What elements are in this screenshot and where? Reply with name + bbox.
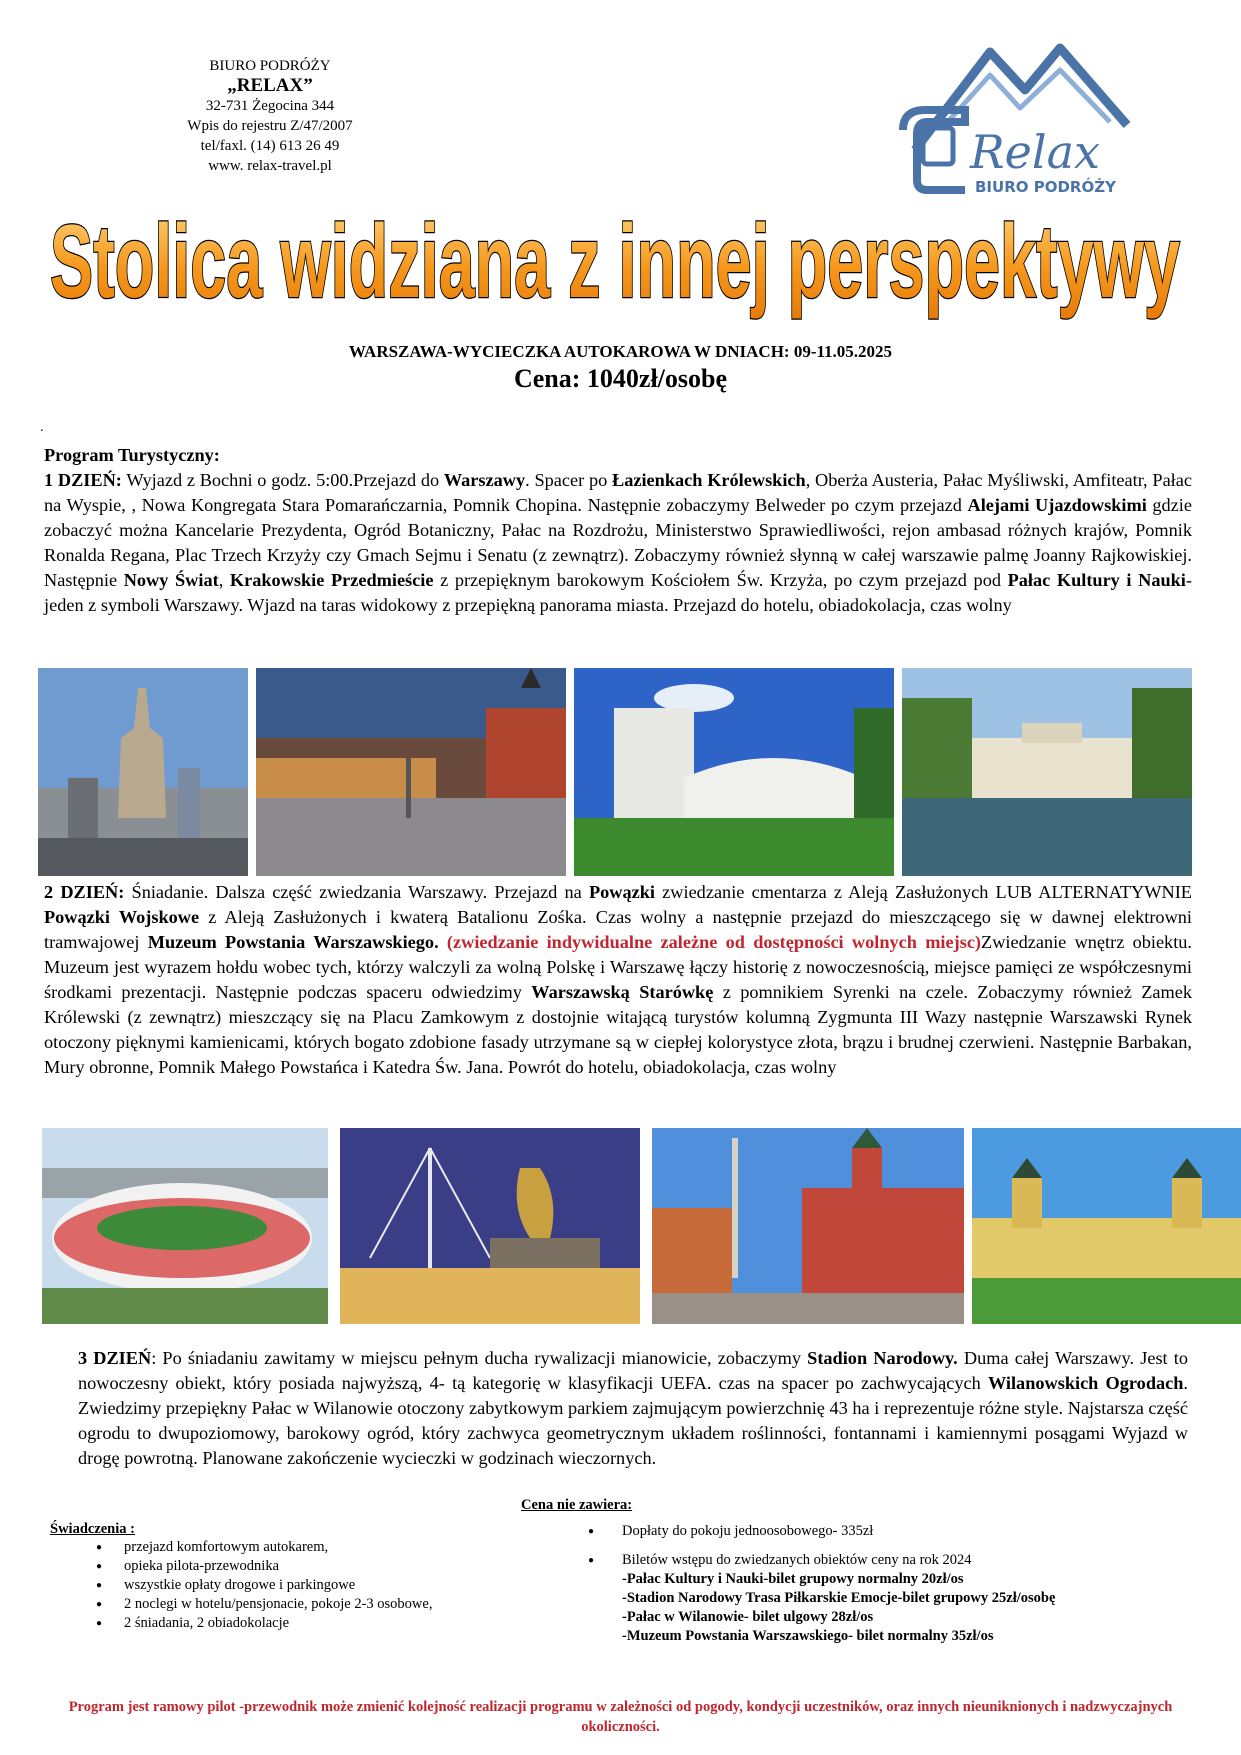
agency-info: [150, 56, 390, 176]
excludes-list: [586, 1522, 1056, 1646]
excludes-block: [586, 1522, 1056, 1656]
palace-on-water-photo: [902, 668, 1192, 876]
program-heading: Program Turystyczny:: [44, 445, 220, 465]
old-town-evening-photo: [256, 668, 566, 876]
agency-registry: Wpis do rejestru Z/47/2007: [187, 118, 353, 134]
ticket-price: -Stadion Narodowy Trasa Piłkarskie Emocje-bilet grupowy 25zł/osobę: [622, 1590, 1056, 1606]
footer-note: Program jest ramowy pilot -przewodnik może zmienić kolejność realizacji programu w zależności od pogody, kondycji uczestników, oraz innych nieuniknionych i nadzwyczajnych okoliczności.: [68, 1699, 1173, 1735]
bus-mountain-icon: [895, 30, 1131, 206]
trip-price: Cena: 1040zł/osobę: [513, 364, 728, 393]
day2-section: [44, 880, 1192, 1080]
list-item: ● wszystkie opłaty drogowe i parkingowe: [50, 1576, 530, 1595]
day2-text: 2 DZIEŃ: Śniadanie. Dalsza część zwiedzania Warszawy. Przejazd na Powązki zwiedzanie cmentarza z Aleją Zasłużonych LUB ALTERNATYWNIE Powązki Wojskowe z Aleją Zasłużonych i kwaterą Batalionu Zośka. Czas wolny a następnie przejazd do mieszczącego się w dawnej elektrowni tramwajowej Muzeum Powstania Warszawskiego. (zwiedzanie indywidualne zależne od dostępności wolnych miejsc)Zwiedzanie wnętrz obiektu. Muzeum jest wyrazem hołdu wobec tych, którzy walczyli za wolną Polskę i Warszawę łączy historię z nowoczesnością, miejsce pamięci ze współczesnymi środkami prezentacji. Następnie podczas spaceru odwiedzimy Warszawską Starówkę z pomnikiem Syrenki na czele. Zobaczymy również Zamek Królewski (z zewnątrz) mieszczący się na Placu Zamkowym z dostojnie witającą turystów kolumną Zygmunta III Wazy następnie Warszawski Rynek otoczony pięknymi kamienicami, których bogato zdobione fasady utrzymane są w ciepłej kolorystyce złota, brązu i brudnej czerwieni. Następnie Barbakan, Mury obronne, Pomnik Małego Powstańca i Katedra Św. Jana. Powrót do hotelu, obiadokolacja, czas wolny: [44, 882, 1192, 1077]
list-item: ● 2 noclegi w hotelu/pensjonacie, pokoje 2-3 osobowe,: [50, 1595, 530, 1614]
stray-dot: .: [40, 420, 44, 435]
day3-label: 3 DZIEŃ: [78, 1348, 152, 1368]
palace-of-culture-photo: [38, 668, 248, 876]
day3-section: [78, 1346, 1188, 1471]
excludes-title: Cena nie zawiera:: [521, 1497, 633, 1513]
day1-section: [44, 443, 1192, 618]
mermaid-statue-photo: [340, 1128, 640, 1324]
photo-row-1: [38, 668, 1192, 876]
agency-name: „RELAX”: [227, 75, 313, 96]
list-item: ● Dopłaty do pokoju jednoosobowego- 335zł: [586, 1522, 1056, 1541]
agency-website[interactable]: www. relax-travel.pl: [208, 158, 332, 174]
agency-label: BIURO PODRÓŻY: [209, 58, 331, 74]
availability-note: (zwiedzanie indywidualne zależne od dostępności wolnych miejsc): [438, 932, 982, 952]
agency-address: 32-731 Żegocina 344: [205, 98, 335, 114]
list-item: ● Biletów wstępu do zwiedzanych obiektów ceny na rok 2024 -Pałac Kultury i Nauki-bilet grupowy normalny 20zł/os -Stadion Narodowy Trasa Piłkarskie Emocje-bilet grupowy 25zł/osobę -Pałac w Wilanowie- bilet ulgowy 28zł/os -Muzeum Powstania Warszawskiego- bilet normalny 35zł/os: [586, 1551, 1056, 1646]
day2-label: 2 DZIEŃ:: [44, 882, 125, 902]
day1-label: 1 DZIEŃ:: [44, 470, 122, 490]
day3-text: 3 DZIEŃ: Po śniadaniu zawitamy w miejscu pełnym ducha rywalizacji mianowicie, zobaczymy Stadion Narodowy. Duma całej Warszawy. Jest to nowoczesny obiekt, który posiada najwyższą, 4- tą kategorię w klasyfikacji UEFA. czas na spacer po zachwycających Wilanowskich Ogrodach. Zwiedzimy przepiękny Pałac w Wilanowie otoczony zabytkowym parkiem zajmującym powierzchnię 43 ha i reprezentuje różne style. Najstarsza część ogrodu to dwupoziomowy, barokowy ogród, który zachwyca geometrycznym układem roślinności, fontannami i kamiennymi posągami Wyjazd w drogę powrotną. Planowane zakończenie wycieczki w godzinach wieczornych.: [78, 1348, 1189, 1468]
relax-logo: [895, 30, 1131, 206]
agency-phone: tel/faxl. (14) 613 26 49: [200, 138, 340, 154]
sejm-building-photo: [574, 668, 894, 876]
title-text: Stolica widziana z innej perspektywy: [50, 204, 1181, 320]
national-stadium-photo: [42, 1128, 328, 1324]
logo-caption-text: BIURO PODRÓŻY: [975, 178, 1116, 196]
photo-row-2: [42, 1128, 1241, 1324]
wilanow-palace-photo: [972, 1128, 1241, 1324]
trip-subtitle: WARSZAWA-WYCIECZKA AUTOKAROWA W DNIACH: 09-11.05.2025: [348, 342, 893, 361]
list-item: ● 2 śniadania, 2 obiadokolacje: [50, 1614, 530, 1633]
castle-square-photo: [652, 1128, 964, 1324]
includes-block: [50, 1521, 530, 1633]
includes-title: Świadczenia :: [50, 1521, 135, 1537]
page-title: [40, 185, 1190, 330]
list-item: ● opieka pilota-przewodnika: [50, 1557, 530, 1576]
ticket-price: -Pałac Kultury i Nauki-bilet grupowy normalny 20zł/os: [622, 1571, 964, 1587]
ticket-price: -Pałac w Wilanowie- bilet ulgowy 28zł/os: [622, 1609, 874, 1625]
includes-list: [50, 1538, 530, 1633]
day1-text: 1 DZIEŃ: Wyjazd z Bochni o godz. 5:00.Przejazd do Warszawy. Spacer po Łazienkach Królewskich, Oberża Austeria, Pałac Myśliwski, Amfiteatr, Pałac na Wyspie, , Nowa Kongregata Stara Pomarańczarnia, Pomnik Chopina. Następnie zobaczymy Belweder po czym przejazd Alejami Ujazdowskimi gdzie zobaczyć można Kancelarie Prezydenta, Ogród Botaniczny, Pałac na Rozdrożu, Ministerstwo Sprawiedliwości, rejon ambasad różnych krajów, Pomnik Ronalda Regana, Plac Trzech Krzyży czy Gmach Sejmu i Senatu (z zewnątrz). Zobaczymy również słynną w całej warszawie palmę Joanny Rajkowiskiej. Następnie Nowy Świat, Krakowskie Przedmieście z przepięknym barokowym Kościołem Św. Krzyża, po czym przejazd pod Pałac Kultury i Nauki-jeden z symboli Warszawy. Wjazd na taras widokowy z przepiękną panorama miasta. Przejazd do hotelu, obiadokolacja, czas wolny: [44, 470, 1192, 615]
list-item: ● przejazd komfortowym autokarem,: [50, 1538, 530, 1557]
ticket-price: -Muzeum Powstania Warszawskiego- bilet normalny 35zł/os: [622, 1628, 994, 1644]
logo-script-text: Relax: [970, 125, 1100, 179]
